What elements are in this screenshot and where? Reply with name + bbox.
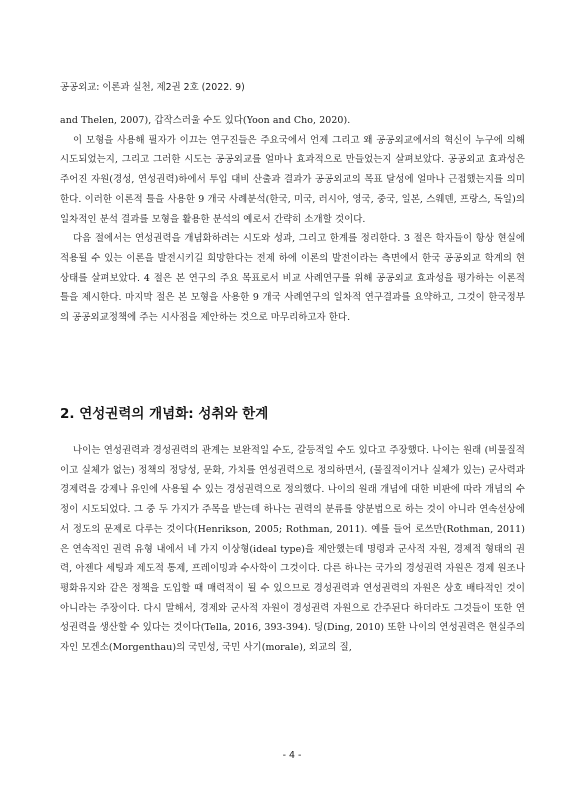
section-1-body [60,111,525,328]
section-2-body [60,441,525,658]
paragraph-2: 이 모형을 사용해 필자가 이끄는 연구진들은 주요국에서 언제 그리고 왜 공공외교에서의 혁신이 누구에 의해 시도되었는지, 그리고 그러한 시도는 공공외교를 얼마나 효과적으로 만들었는지 살펴보았다. 공공외교 효과성은 주어진 자원(경성, 연성권력)하에서 투입 대비 산출과 결과가 공공외교의 목표 달성에 얼마나 근접했는지를 의미한다. 이러한 이론적 틀을 사용한 9 개국 사례분석(한국, 미국, 러시아, 영국, 중국, 일본, 스웨덴, 프랑스, 독일)의 일차적인 분석 결과를 모형을 활용한 분석의 예로서 간략히 소개할 것이다. [60,134,525,225]
paragraph-4: 나이는 연성권력과 경성권력의 관계는 보완적일 수도, 갈등적일 수도 있다고 주장했다. 나이는 원래 (비물질적이고 실체가 없는) 정책의 정당성, 문화, 가치를 연성권력으로 정의하면서, (물질적이거나 실체가 있는) 군사력과 경제력을 강제나 유인에 사용될 수 있는 경성권력으로 정의했다. 나이의 원래 개념에 대한 비판에 따라 개념의 수정이 시도되었다. 그 중 두 가지가 주목을 받는데 하나는 권력의 분류를 양분법으로 하는 것이 아니라 연속선상에서 정도의 문제로 다루는 것이다(Henrikson, 2005; Rothman, 2011). 예를 들어 로쓰만(Rothman, 2011)은 연속적인 권력 유형 내에서 네 가지 이상형(ideal type)을 제안했는데 명령과 군사적 자원, 경제적 형태의 권력, 아젠다 세팅과 제도적 통제, 프레이밍과 수사학이 그것이다. 다른 하나는 국가의 경성권력 자원은 경제 원조나 평화유지와 같은 정책을 도입할 때 매력적이 될 수 있으므로 경성권력과 연성권력의 자원은 상호 배타적인 것이 아니라는 주장이다. 다시 말해서, 경제와 군사적 자원이 경성권력 자원으로 간주된다 하더라도 그것들이 또한 연성권력을 생산할 수 있다는 것이다(Tella, 2016, 393-394). 딩(Ding, 2010) 또한 나이의 연성권력은 현실주의자인 모겐소(Morgenthau)의 국민성, 국민 사기(morale), 외교의 질, [60,445,525,654]
running-header: 공공외교: 이론과 실천, 제2권 2호 (2022. 9) [60,82,245,93]
paragraph-3: 다음 절에서는 연성권력을 개념화하려는 시도와 성과, 그리고 한계를 정리한다. 3 절은 학자들이 항상 현실에 적용될 수 있는 이론을 발전시키길 희망한다는 전제 하에 이론의 발전이라는 측면에서 한국 공공외교 학계의 현 상태를 살펴보았다. 4 절은 본 연구의 주요 목표로서 비교 사례연구를 위해 공공외교 효과성을 평가하는 이론적 틀을 제시한다. 마지막 절은 본 모형을 사용한 9 개국 사례연구의 일차적 연구결과를 요약하고, 그것이 한국정부의 공공외교정책에 주는 시사점을 제안하는 것으로 마무리하고자 한다. [60,233,525,324]
section-heading: 2. 연성권력의 개념화: 성취와 한계 [60,406,269,422]
page-number: - 4 - [282,750,302,761]
paragraph-1: and Thelen, 2007), 갑작스러울 수도 있다(Yoon and Cho, 2020). [60,115,351,126]
